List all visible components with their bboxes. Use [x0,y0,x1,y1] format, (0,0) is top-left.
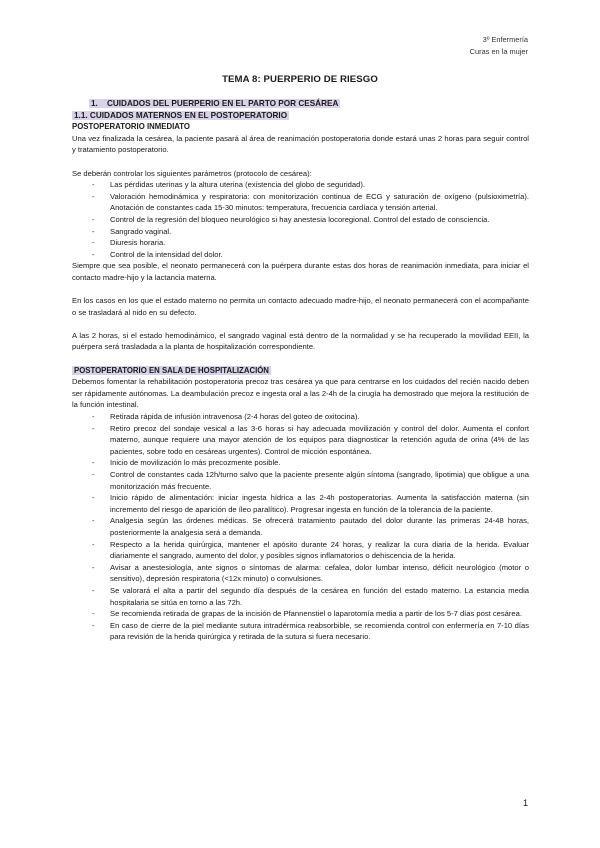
section-number: 1. [91,99,98,108]
document-title: TEMA 8: PUERPERIO DE RIESGO [222,74,378,85]
document-body [72,98,529,643]
list-item: - Respecto a la herida quirúrgica, mantener el apósito durante 24 horas, y realizar la cura diaria de la herida. Evaluar diariamente el sangrado, aumento del dolor, y posibles signos inflamatorios o dehiscencia de la herida. [92,539,529,562]
subsection-heading [72,110,529,122]
hospitalization-heading [72,365,529,377]
list-item: - Avisar a anestesiología, ante signos o síntomas de alarma: cefalea, dolor lumbar intenso, déficit neurológico (motor o sensitivo), depresión respiratoria (<12x minuto) o convulsiones. [92,562,529,585]
header-course: 3º Enfermería [482,35,528,44]
spacer [72,156,529,168]
list-item: - Inicio rápido de alimentación: iniciar ingesta hídrica a las 2-4h postoperatorias. Aumenta la satisfacción materna (sin incremento del riesgo de aparición de íleo paralítico). Progresar ingesta en función de la tolerancia de la paciente. [92,492,529,515]
list-item: - Se valorará el alta a partir del segundo día después de la cesárea en función del estado materno. La estancia media hospitalaria se sitúa en torno a las 72h. [92,585,529,608]
list-item: - Control de la regresión del bloqueo neurológico si hay anestesia locoregional. Control del estado de consciencia. [92,214,529,226]
list-item: - Control de la intensidad del dolor. [92,249,529,261]
paragraph-params-intro: Se deberán controlar los siguientes parámetros (protocolo de cesárea): [72,168,312,178]
paragraph-hosp-intro: Debemos fomentar la rehabilitación postoperatoria precoz tras cesárea ya que para centrarse en los cuidados del recién nacido deben ser rápidamente autónomas. La deambulación precoz e ingesta oral a las 2-4h de la cirugía ha demostrado que mejora la restitución de la función intestinal. [72,377,529,410]
list-item: - Sangrado vaginal. [92,226,529,238]
paragraph-intro: Una vez finalizada la cesárea, la paciente pasará al área de reanimación postoperatoria donde estará unas 2 horas para seguir control y tratamiento postoperatorio. [72,133,529,155]
list-item: - Diuresis horaria. [92,237,529,249]
list-item: - Analgesia según las órdenes médicas. Se ofrecerá tratamiento pautado del dolor durante las primeras 24-48 horas, posteriormente la analgesia será a demanda. [92,515,529,538]
page-header [470,34,528,58]
header-subject: Curas en la mujer [469,47,528,56]
list-item: - Las pérdidas uterinas y la altura uterina (existencia del globo de seguridad). [92,179,529,191]
list-item: - Retirada rápida de infusión intravenosa (2-4 horas del goteo de oxitocina). [92,411,529,423]
section-title: CUIDADOS DEL PUERPERIO EN EL PARTO POR CESÁREA [106,99,339,108]
list-item: - Control de constantes cada 12h/turno salvo que la paciente presente algún síntoma (sangrado, lipotimia) que obligue a una monitorización más frecuente. [92,469,529,492]
spacer [72,353,529,365]
subsection-title: 1.1. CUIDADOS MATERNOS EN EL POSTOPERATORIO [74,110,288,120]
paragraph-2-horas: A las 2 horas, si el estado hemodinámico, el sangrado vaginal está dentro de la normalidad y se ha recuperado la movilidad EEII, la puérpera será trasladada a la planta de hospitalización correspondiente. [72,330,529,352]
list-item: - Inicio de movilización lo más precozmente posible. [92,457,529,469]
immediate-postop-heading: POSTOPERATORIO INMEDIATO [72,122,190,132]
list-item: - En caso de cierre de la piel mediante sutura intradérmica reabsorbible, se recomienda control con enfermería en 7-10 días para revisión de la herida quirúrgica y retirada de la sutura si fuera necesario. [92,620,529,643]
list-item: - Se recomienda retirada de grapas de la incisión de Pfannenstiel o laparotomía media a partir de los 5-7 días post cesárea. [92,608,529,620]
paragraph-neonato: Siempre que sea posible, el neonato permanecerá con la puérpera durante estas dos horas de reanimación inmediata, para iniciar el contacto madre-hijo y la lactancia materna. [72,261,529,282]
list-item: - Retiro precoz del sondaje vesical a las 3-6 horas si hay adecuada movilización y control del dolor. Aumenta el confort materno, aunque requiere una mayor atención de los equipos para diagnosticar la retención aguda de orina (4% de las pacientes, sobre todo en cesáreas urgentes). Control de micción espontánea. [92,423,529,458]
paragraph-estado-materno: En los casos en los que el estado materno no permita un contacto adecuado madre-hijo, el neonato permanecerá con el acompañante o se trasladará al nido en su defecto. [72,296,529,317]
section-heading-highlight [89,99,340,108]
hospitalization-list [72,411,529,643]
spacer [72,318,529,330]
params-list [72,179,529,260]
list-item: - Valoración hemodinámica y respiratoria: con monitorización continua de ECG y saturación de oxígeno (pulsioximetría). Anotación de constantes cada 15-30 minutos: temperatura, frecuencia cardíaca y tensión arterial. [92,191,529,214]
hospitalization-title: POSTOPERATORIO EN SALA DE HOSPITALIZACIÓN [74,365,269,375]
spacer [72,284,529,296]
page-number: 1 [522,798,528,808]
section-heading [89,98,529,110]
